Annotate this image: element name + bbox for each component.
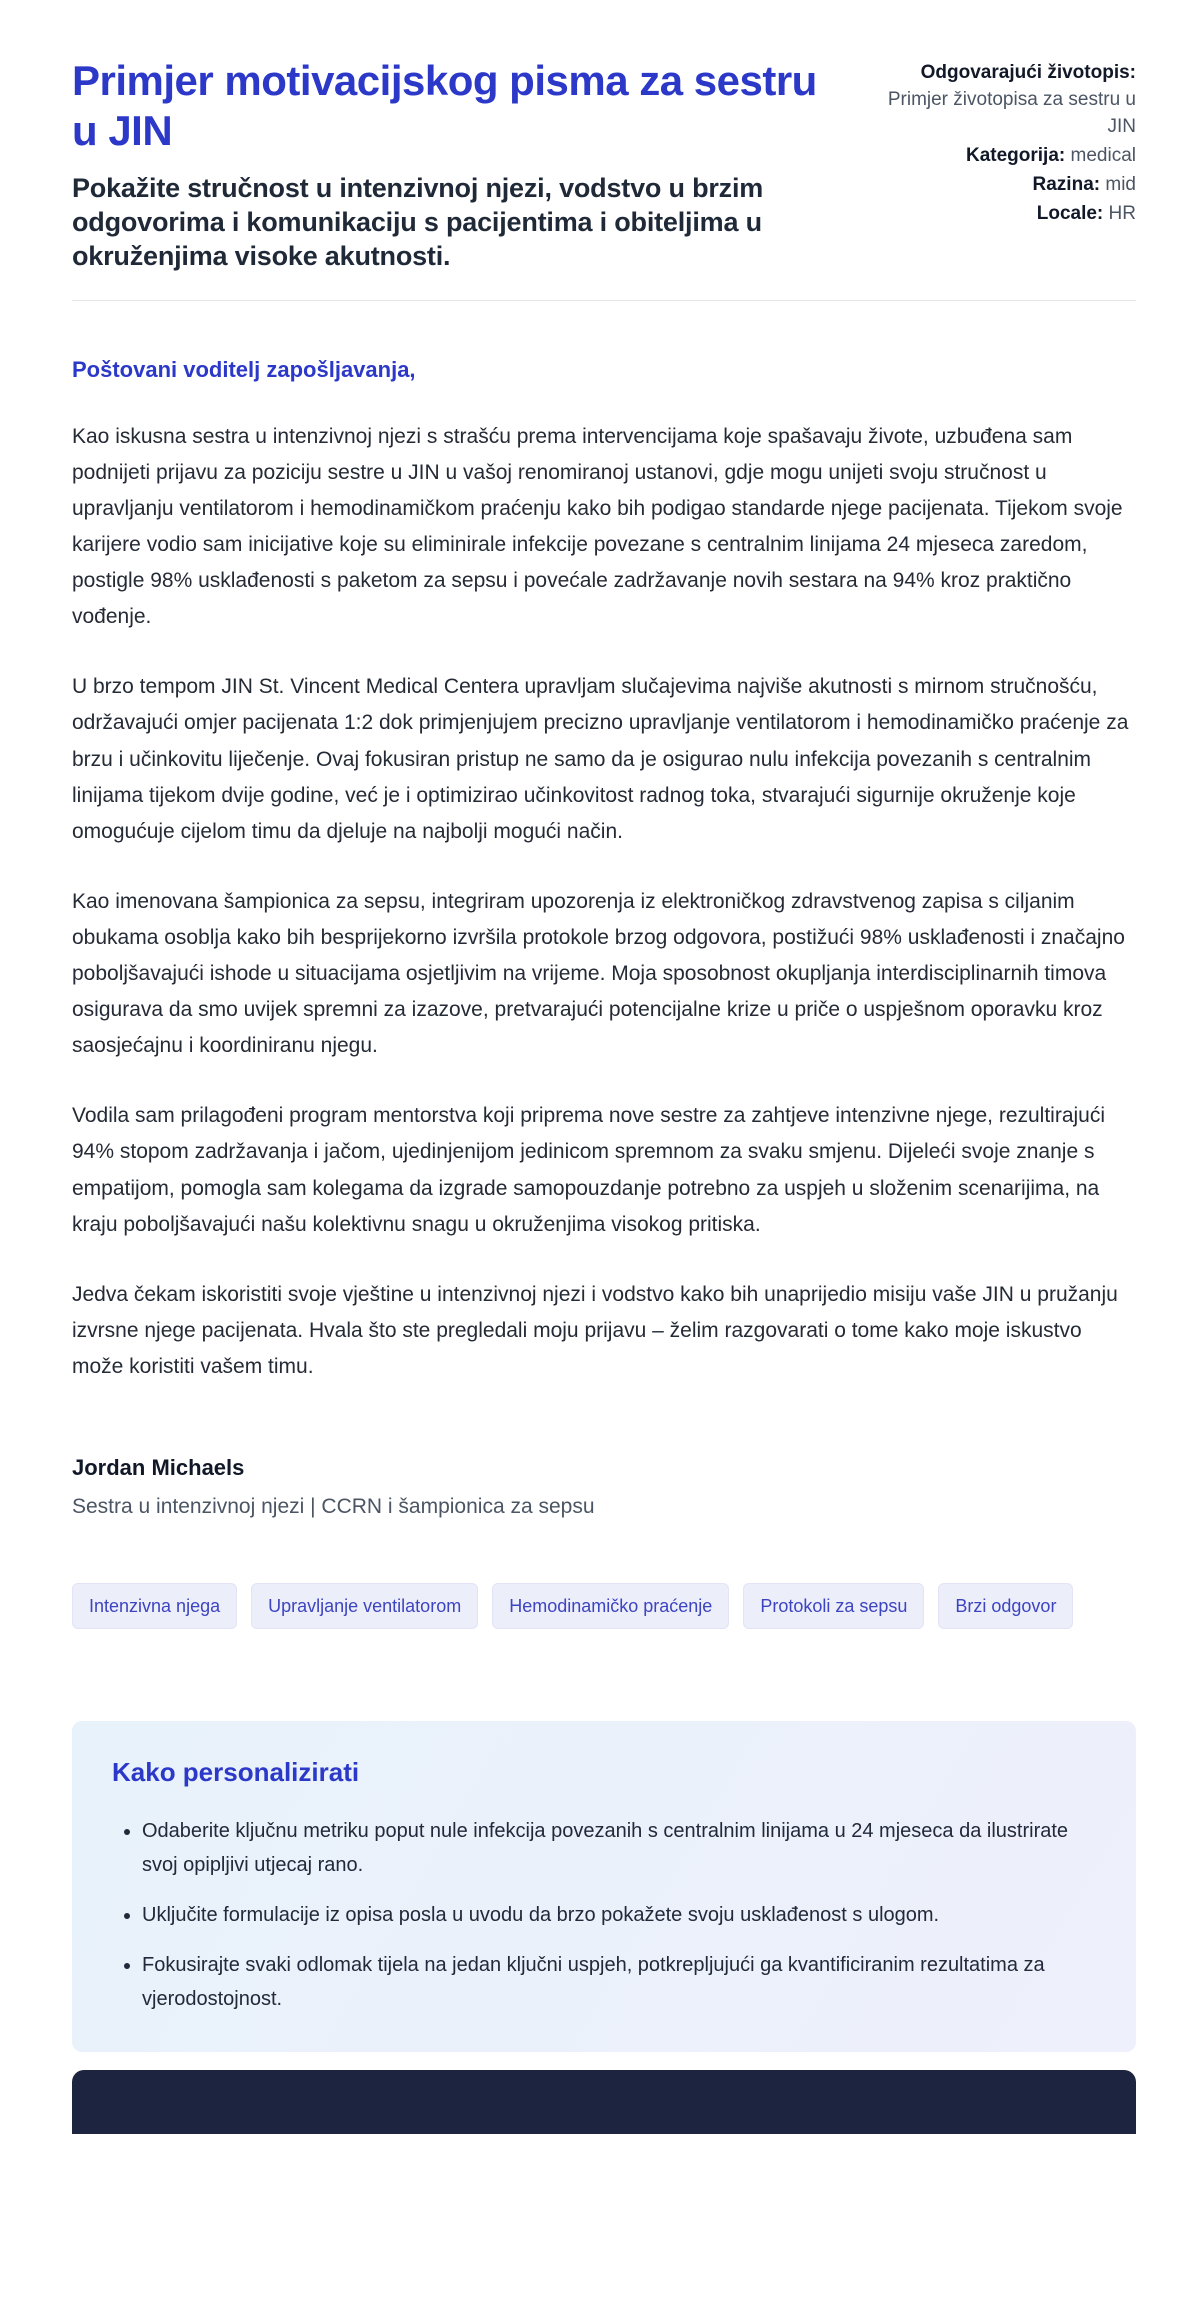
meta-value: HR — [1108, 202, 1136, 224]
page-subtitle: Pokažite stručnost u intenzivnoj njezi, vodstvo u brzim odgovorima i komunikaciju s pacijentima i obiteljima u okruženjima visoke akutnosti. — [72, 172, 764, 272]
page-header — [72, 56, 1136, 274]
meta-row-level — [868, 172, 1136, 199]
letter-paragraph: Vodila sam prilagođeni program mentorstva koji priprema nove sestre za zahtjeve intenzivne njege, rezultirajući 94% stopom zadržavanja i jačom, ujedinjenijom jedinicom spremnom za svaku smjenu. Dijeleći svoje znanje s empatijom, pomogla sam kolegama da izgrade samopouzdanje potrebno za uspjeh u složenim scenarijima, na kraju poboljšavajući našu kolektivnu snagu u okruženjima visokog pritiska. — [72, 1104, 1106, 1236]
letter-paragraph: Kao imenovana šampionica za sepsu, integriram upozorenja iz elektroničkog zdravstvenog zapisa s ciljanim obukama osoblja kako bih besprijekorno izvršila protokole brzog odgovora, postižući 98% usklađenosti i značajno poboljšavajući ishode u situacijama osjetljivim na vrijeme. Moja sposobnost okupljanja interdisciplinarnih timova osigurava da smo uvijek spremni za izazove, pretvarajući potencijalne krize u priče o uspješnom oporavku kroz saosjećajnu i koordiniranu njegu. — [72, 889, 1125, 1058]
meta-row-category — [868, 143, 1136, 170]
meta-label: Locale: — [1036, 202, 1104, 224]
meta-label: Razina: — [1032, 173, 1101, 195]
how-to-item: • Uključite formulacije iz opisa posla u uvodu da brzo pokažete svoju usklađenost s ulogom. — [142, 1898, 1082, 1932]
how-to-personalize-box — [72, 1721, 1136, 2052]
meta-label: Kategorija: — [965, 144, 1066, 166]
header-divider — [72, 300, 1136, 301]
how-to-item: • Fokusirajte svaki odlomak tijela na jedan ključni uspjeh, potkrepljujući ga kvantificiranim rezultatima za vjerodostojnost. — [142, 1948, 1082, 2016]
meta-value: medical — [1070, 144, 1136, 166]
letter-greeting: Poštovani voditelj zapošljavanja, — [72, 356, 416, 382]
meta-row-locale — [868, 201, 1136, 228]
how-to-heading: Kako personalizirati — [112, 1757, 360, 1788]
skill-tag: Hemodinamičko praćenje — [492, 1583, 729, 1629]
skill-tag: Protokoli za sepsu — [743, 1583, 924, 1629]
skill-tag: Brzi odgovor — [938, 1583, 1073, 1629]
page-title: Primjer motivacijskog pisma za sestru u JIN — [72, 57, 817, 155]
how-to-item: • Odaberite ključnu metriku poput nule infekcija povezanih s centralnim linijama u 24 mjeseca da ilustrirate svoj opipljivi utjecaj rano. — [142, 1814, 1082, 1882]
meta-row-matching-resume — [868, 60, 1136, 141]
letter-paragraph: Kao iskusna sestra u intenzivnoj njezi s strašću prema intervencijama koje spašavaju živote, uzbuđena sam podnijeti prijavu za poziciju sestre u JIN u vašoj renomiranoj ustanovi, gdje mogu unijeti svoju stručnost u upravljanju ventilatorom i hemodinamičkom praćenju kako bih podigao standarde njege pacijenata. Tijekom svoje karijere vodio sam inicijative koje su eliminirale infekcije povezane s centralnim linijama 24 mjeseca zaredom, postigle 98% usklađenosti s paketom za sepsu i povećale zadržavanje novih sestara na 94% kroz praktično vođenje. — [72, 424, 1123, 629]
meta-value: mid — [1105, 173, 1136, 195]
skill-tag: Intenzivna njega — [72, 1583, 237, 1629]
signature-block — [72, 1455, 1136, 1519]
letter-paragraph: U brzo tempom JIN St. Vincent Medical Centera upravljam slučajevima najviše akutnosti s mirnom stručnošću, održavajući omjer pacijenata 1:2 dok primjenjujem precizno upravljanje ventilatorom i hemodinamičko praćenje za brzu i učinkovitu liječenje. Ovaj fokusiran pristup ne samo da je osigurao nulu infekcija povezanih s centralnim linijama tijekom dvije godine, već je i optimizirao učinkovitost radnog toka, stvarajući sigurnije okruženje koje omogućuje cijelom timu da djeluje na najbolji mogući način. — [72, 675, 1129, 843]
letter-body — [72, 357, 1136, 1520]
signature-name: Jordan Michaels — [72, 1455, 245, 1481]
meta-block — [868, 56, 1136, 230]
meta-label: Odgovarajući životopis: — [920, 62, 1136, 83]
how-to-list — [112, 1814, 1096, 2016]
signature-title: Sestra u intenzivnoj njezi | CCRN i šampionica za sepsu — [72, 1495, 595, 1519]
letter-paragraph: Jedva čekam iskoristiti svoje vještine u intenzivnoj njezi i vodstvo kako bih unaprijedio misiju vaše JIN u pružanju izvrsne njege pacijenata. Hvala što ste pregledali moju prijavu – želim razgovarati o tome kako moje iskustvo može koristiti vašem timu. — [72, 1282, 1118, 1379]
footer-bar — [72, 2070, 1136, 2134]
meta-value: Primjer životopisa za sestru u JIN — [887, 88, 1136, 137]
header-titles — [72, 56, 828, 274]
skill-tag: Upravljanje ventilatorom — [251, 1583, 478, 1629]
skill-tag-list — [72, 1583, 1136, 1629]
